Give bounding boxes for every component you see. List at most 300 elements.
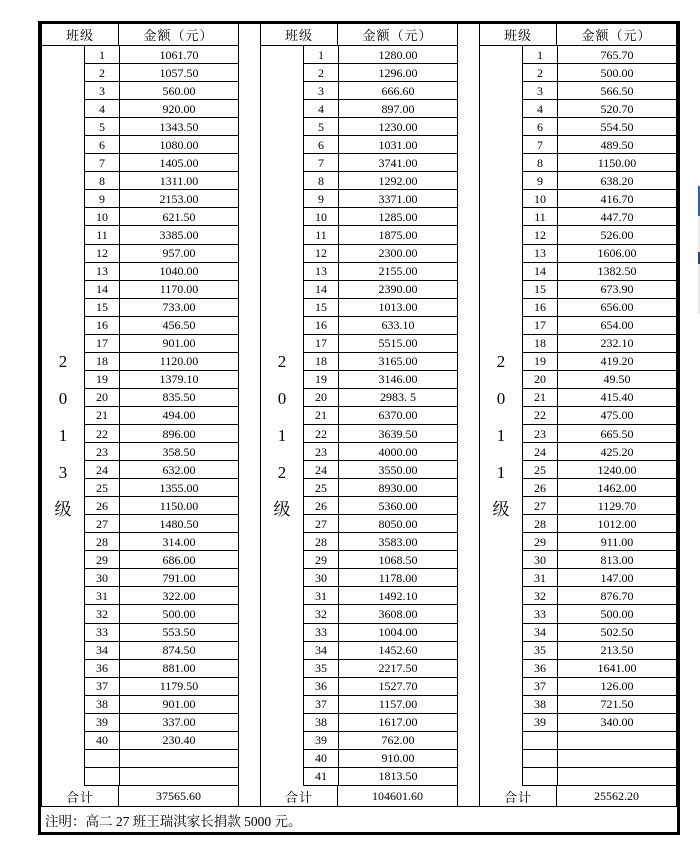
table-row — [85, 768, 238, 786]
table-row — [85, 515, 238, 533]
class-number-cell — [85, 768, 120, 785]
group-2011 — [479, 24, 677, 806]
year-char: 级 — [54, 500, 72, 519]
amount-cell: 876.70 — [600, 588, 634, 603]
amount-cell: 456.50 — [162, 318, 196, 333]
class-number-cell — [523, 750, 558, 767]
amount-cell: 1875.00 — [378, 227, 418, 242]
year-char: 0 — [496, 389, 506, 408]
table-row — [304, 768, 457, 786]
class-number-cell: 15 — [85, 299, 120, 316]
table-row — [523, 226, 676, 244]
class-number-cell: 6 — [523, 118, 558, 135]
amount-cell: 4000.00 — [378, 444, 418, 459]
donation-table-content — [41, 24, 677, 832]
table-row — [85, 317, 238, 335]
amount-cell: 1129.70 — [597, 498, 637, 513]
class-number-cell: 15 — [304, 299, 339, 316]
class-number-cell: 26 — [304, 497, 339, 514]
table-row — [304, 642, 457, 660]
class-number-cell: 40 — [85, 732, 120, 749]
amount-cell: 560.00 — [162, 83, 196, 98]
amount-cell — [120, 768, 238, 785]
table-row — [85, 299, 238, 317]
table-row — [85, 46, 238, 64]
class-number-cell: 31 — [523, 569, 558, 586]
total-label: 合计 — [42, 786, 119, 806]
class-number-cell: 37 — [85, 678, 120, 695]
class-number-cell: 4 — [304, 100, 339, 117]
class-number-cell: 17 — [85, 335, 120, 352]
class-number-cell: 15 — [523, 281, 558, 298]
year-char: 级 — [273, 500, 291, 519]
table-row — [304, 208, 457, 226]
amount-cell: 475.00 — [600, 408, 634, 423]
table-row — [523, 750, 676, 768]
amount-cell: 2300.00 — [378, 246, 418, 261]
table-row — [304, 587, 457, 605]
amount-cell: 494.00 — [162, 408, 196, 423]
class-number-cell: 12 — [304, 245, 339, 262]
amount-cell: 520.70 — [600, 101, 634, 116]
group-2013-total-row — [42, 786, 238, 806]
year-char: 2 — [277, 352, 287, 371]
amount-cell: 1080.00 — [159, 137, 199, 152]
class-number-cell: 25 — [304, 479, 339, 496]
table-row — [304, 515, 457, 533]
table-row — [85, 118, 238, 136]
table-row — [85, 136, 238, 154]
table-row — [304, 551, 457, 569]
table-row — [523, 479, 676, 497]
table-row — [85, 245, 238, 263]
class-number-cell: 24 — [304, 461, 339, 478]
class-number-cell: 1 — [304, 46, 339, 63]
year-label-2012 — [261, 352, 303, 520]
class-number-cell: 18 — [85, 353, 120, 370]
class-number-cell: 7 — [85, 154, 120, 171]
amount-cell: 762.00 — [381, 733, 415, 748]
class-number-cell: 19 — [85, 371, 120, 388]
amount-cell: 1179.50 — [159, 679, 199, 694]
amount-cell: 322.00 — [162, 588, 196, 603]
table-row — [523, 317, 676, 335]
group-2011-header — [480, 24, 676, 46]
table-row — [304, 100, 457, 118]
amount-cell: 874.50 — [162, 643, 196, 658]
amount-cell: 3608.00 — [378, 606, 418, 621]
class-number-cell: 24 — [523, 443, 558, 460]
table-row — [304, 226, 457, 244]
table-row — [85, 263, 238, 281]
table-row — [523, 136, 676, 154]
amount-cell: 232.10 — [600, 336, 634, 351]
amount-cell: 1178.00 — [378, 570, 418, 585]
amount-cell: 638.20 — [600, 173, 634, 188]
class-number-cell: 16 — [85, 317, 120, 334]
table-row — [85, 569, 238, 587]
class-number-cell: 26 — [85, 497, 120, 514]
class-number-cell: 34 — [304, 642, 339, 659]
amount-cell: 654.00 — [600, 318, 634, 333]
class-number-cell: 11 — [304, 226, 339, 243]
class-number-cell: 5 — [304, 118, 339, 135]
amount-cell: 416.70 — [600, 191, 634, 206]
class-number-cell: 10 — [304, 208, 339, 225]
amount-cell: 500.00 — [600, 65, 634, 80]
class-number-cell: 30 — [85, 569, 120, 586]
table-row — [85, 479, 238, 497]
table-row — [523, 642, 676, 660]
class-number-cell: 7 — [523, 136, 558, 153]
year-char: 级 — [492, 500, 510, 519]
amount-cell: 6370.00 — [378, 408, 418, 423]
table-row — [523, 407, 676, 425]
class-number-cell: 36 — [85, 660, 120, 677]
table-row — [304, 660, 457, 678]
year-char: 2 — [58, 352, 68, 371]
amount-cell: 1311.00 — [159, 173, 199, 188]
table-row — [85, 353, 238, 371]
table-row — [304, 696, 457, 714]
table-row — [304, 461, 457, 479]
class-number-cell: 6 — [85, 136, 120, 153]
table-row — [523, 190, 676, 208]
class-number-cell: 39 — [304, 732, 339, 749]
class-number-cell: 38 — [85, 696, 120, 713]
table-row — [85, 172, 238, 190]
amount-cell: 358.50 — [162, 444, 196, 459]
table-row — [85, 678, 238, 696]
amount-cell: 554.50 — [600, 119, 634, 134]
table-row — [304, 190, 457, 208]
amount-cell: 553.50 — [162, 625, 196, 640]
table-row — [304, 46, 457, 64]
table-row — [523, 461, 676, 479]
class-number-cell: 14 — [523, 263, 558, 280]
group-2012 — [260, 24, 458, 806]
class-number-cell: 35 — [304, 660, 339, 677]
year-char: 0 — [58, 389, 68, 408]
class-number-cell: 19 — [304, 371, 339, 388]
amount-cell: 147.00 — [600, 570, 634, 585]
table-row — [85, 281, 238, 299]
class-number-cell: 11 — [523, 208, 558, 225]
table-row — [523, 768, 676, 786]
amount-cell: 1004.00 — [378, 625, 418, 640]
amount-cell: 502.50 — [600, 625, 634, 640]
table-row — [304, 714, 457, 732]
table-row — [304, 425, 457, 443]
class-number-cell: 36 — [304, 678, 339, 695]
amount-cell: 656.00 — [600, 300, 634, 315]
class-number-cell: 34 — [85, 642, 120, 659]
amount-cell: 1120.00 — [159, 354, 199, 369]
year-char: 1 — [58, 426, 68, 445]
amount-cell: 415.40 — [600, 390, 634, 405]
table-row — [304, 82, 457, 100]
class-number-cell: 39 — [85, 714, 120, 731]
table-row — [523, 660, 676, 678]
group-2011-body — [480, 46, 676, 786]
table-row — [304, 335, 457, 353]
class-number-cell: 33 — [85, 624, 120, 641]
amount-cell: 666.60 — [381, 83, 415, 98]
amount-cell: 447.70 — [600, 209, 634, 224]
class-number-cell: 27 — [85, 515, 120, 532]
total-label: 合计 — [261, 786, 338, 806]
class-number-cell: 18 — [304, 353, 339, 370]
table-row — [304, 371, 457, 389]
table-row — [523, 100, 676, 118]
group-2011-total-row — [480, 786, 676, 806]
amount-cell: 2983. 5 — [380, 390, 416, 405]
amount-cell: 213.50 — [600, 643, 634, 658]
table-row — [85, 642, 238, 660]
table-row — [85, 64, 238, 82]
amount-cell: 1240.00 — [597, 462, 637, 477]
class-number-cell: 38 — [304, 714, 339, 731]
class-number-cell: 3 — [523, 82, 558, 99]
class-number-cell: 38 — [523, 696, 558, 713]
class-number-cell: 29 — [85, 551, 120, 568]
table-row — [85, 497, 238, 515]
total-amount: 25562.20 — [594, 788, 639, 803]
class-number-cell: 23 — [304, 443, 339, 460]
table-row — [523, 605, 676, 623]
amount-cell: 1452.60 — [378, 643, 418, 658]
table-row — [304, 497, 457, 515]
class-number-cell: 23 — [85, 443, 120, 460]
amount-cell: 1480.50 — [159, 516, 199, 531]
amount-cell: 1462.00 — [597, 480, 637, 495]
table-row — [523, 299, 676, 317]
table-row — [85, 624, 238, 642]
table-row — [85, 696, 238, 714]
amount-cell: 1343.50 — [159, 119, 199, 134]
table-row — [523, 714, 676, 732]
class-number-cell: 19 — [523, 353, 558, 370]
amount-cell: 897.00 — [381, 101, 415, 116]
class-number-cell: 39 — [523, 714, 558, 731]
class-number-cell: 9 — [523, 172, 558, 189]
year-char: 1 — [496, 463, 506, 482]
year-char: 3 — [58, 463, 68, 482]
table-row — [85, 407, 238, 425]
class-number-cell: 12 — [523, 226, 558, 243]
amount-cell: 3550.00 — [378, 462, 418, 477]
class-number-cell: 8 — [523, 154, 558, 171]
class-number-cell: 35 — [523, 642, 558, 659]
table-row — [85, 190, 238, 208]
class-number-cell: 32 — [85, 605, 120, 622]
table-row — [304, 136, 457, 154]
year-label-2011 — [480, 352, 522, 520]
table-row — [85, 389, 238, 407]
table-row — [523, 82, 676, 100]
table-row — [523, 569, 676, 587]
class-number-cell — [85, 750, 120, 767]
table-row — [523, 389, 676, 407]
table-row — [85, 82, 238, 100]
class-number-cell: 5 — [85, 118, 120, 135]
table-row — [304, 750, 457, 768]
class-number-cell: 9 — [304, 190, 339, 207]
class-number-cell — [523, 732, 558, 749]
table-row — [85, 371, 238, 389]
table-row — [304, 569, 457, 587]
amount-cell: 3583.00 — [378, 534, 418, 549]
class-number-cell: 29 — [523, 533, 558, 550]
amount-cell: 3741.00 — [378, 155, 418, 170]
class-number-cell: 29 — [304, 551, 339, 568]
amount-cell: 633.10 — [381, 318, 415, 333]
class-number-cell: 31 — [304, 587, 339, 604]
class-number-cell: 36 — [523, 660, 558, 677]
amount-cell: 49.50 — [603, 372, 631, 387]
table-row — [85, 714, 238, 732]
table-row — [304, 443, 457, 461]
table-row — [523, 263, 676, 281]
amount-cell: 126.00 — [600, 679, 634, 694]
table-row — [523, 208, 676, 226]
amount-cell: 8930.00 — [378, 480, 418, 495]
table-row — [304, 732, 457, 750]
year-char: 1 — [277, 426, 287, 445]
amount-cell: 1382.50 — [597, 264, 637, 279]
class-number-cell: 33 — [523, 605, 558, 622]
year-char: 1 — [496, 426, 506, 445]
class-number-cell: 16 — [523, 299, 558, 316]
table-row — [304, 533, 457, 551]
amount-cell: 721.50 — [600, 697, 634, 712]
class-number-cell: 21 — [304, 407, 339, 424]
amount-cell: 2390.00 — [378, 282, 418, 297]
amount-cell: 8050.00 — [378, 516, 418, 531]
class-number-cell: 13 — [304, 263, 339, 280]
amount-column-header: 金额（元） — [143, 28, 214, 43]
class-number-cell: 25 — [523, 461, 558, 478]
table-row — [523, 587, 676, 605]
table-row — [85, 750, 238, 768]
amount-cell: 1280.00 — [378, 47, 418, 62]
group-2013-header — [42, 24, 238, 46]
amount-cell: 1157.00 — [378, 697, 418, 712]
table-row — [523, 696, 676, 714]
amount-cell: 1150.00 — [597, 155, 637, 170]
table-row — [523, 335, 676, 353]
table-row — [85, 461, 238, 479]
class-number-cell: 1 — [523, 46, 558, 63]
table-row — [304, 353, 457, 371]
amount-cell: 340.00 — [600, 715, 634, 730]
class-number-cell: 17 — [304, 335, 339, 352]
amount-cell: 337.00 — [162, 715, 196, 730]
class-number-cell: 22 — [523, 407, 558, 424]
amount-cell: 5360.00 — [378, 498, 418, 513]
table-row — [523, 624, 676, 642]
table-row — [523, 64, 676, 82]
class-number-cell: 41 — [304, 768, 339, 785]
class-number-cell: 21 — [523, 389, 558, 406]
amount-cell — [558, 732, 676, 749]
amount-cell: 1292.00 — [378, 173, 418, 188]
class-number-cell: 17 — [523, 317, 558, 334]
amount-cell: 1617.00 — [378, 715, 418, 730]
class-number-cell: 25 — [85, 479, 120, 496]
class-number-cell: 3 — [85, 82, 120, 99]
group-2011-rows — [522, 46, 676, 786]
class-number-cell: 2 — [523, 64, 558, 81]
class-number-cell: 8 — [304, 172, 339, 189]
amount-cell: 5515.00 — [378, 336, 418, 351]
class-number-cell: 10 — [85, 208, 120, 225]
amount-cell: 1150.00 — [159, 498, 199, 513]
table-row — [523, 371, 676, 389]
amount-cell: 3165.00 — [378, 354, 418, 369]
class-number-cell: 32 — [523, 587, 558, 604]
amount-cell: 1641.00 — [597, 661, 637, 676]
amount-column-header: 金额（元） — [581, 28, 652, 43]
class-number-cell: 28 — [85, 533, 120, 550]
amount-cell: 1296.00 — [378, 65, 418, 80]
amount-cell: 813.00 — [600, 552, 634, 567]
table-row — [85, 732, 238, 750]
class-number-cell: 3 — [304, 82, 339, 99]
table-row — [304, 605, 457, 623]
table-row — [523, 172, 676, 190]
amount-cell: 1061.70 — [159, 47, 199, 62]
amount-cell: 1492.10 — [378, 588, 418, 603]
class-number-cell: 2 — [304, 64, 339, 81]
amount-cell: 526.00 — [600, 227, 634, 242]
class-number-cell: 21 — [85, 407, 120, 424]
class-number-cell: 28 — [304, 533, 339, 550]
amount-cell: 1355.00 — [159, 480, 199, 495]
table-row — [85, 533, 238, 551]
class-number-cell: 12 — [85, 245, 120, 262]
table-row — [304, 407, 457, 425]
amount-cell: 2153.00 — [159, 191, 199, 206]
amount-cell: 686.00 — [162, 552, 196, 567]
class-number-cell: 33 — [304, 624, 339, 641]
amount-column-header: 金额（元） — [362, 28, 433, 43]
amount-cell: 1606.00 — [597, 246, 637, 261]
table-row — [304, 172, 457, 190]
class-number-cell: 13 — [523, 245, 558, 262]
amount-cell: 896.00 — [162, 426, 196, 441]
amount-cell: 500.00 — [162, 606, 196, 621]
total-amount: 37565.60 — [156, 788, 201, 803]
class-number-cell: 27 — [304, 515, 339, 532]
amount-cell: 1170.00 — [159, 282, 199, 297]
amount-cell — [558, 750, 676, 767]
amount-cell: 901.00 — [162, 697, 196, 712]
table-row — [304, 281, 457, 299]
amount-cell: 621.50 — [162, 209, 196, 224]
amount-cell: 1040.00 — [159, 264, 199, 279]
amount-cell: 314.00 — [162, 534, 196, 549]
table-row — [523, 46, 676, 64]
amount-cell: 632.00 — [162, 462, 196, 477]
class-column-header: 班级 — [480, 24, 557, 45]
amount-cell: 1031.00 — [378, 137, 418, 152]
amount-cell: 500.00 — [600, 606, 634, 621]
class-number-cell: 32 — [304, 605, 339, 622]
table-row — [523, 551, 676, 569]
amount-cell — [558, 768, 676, 785]
table-row — [523, 118, 676, 136]
